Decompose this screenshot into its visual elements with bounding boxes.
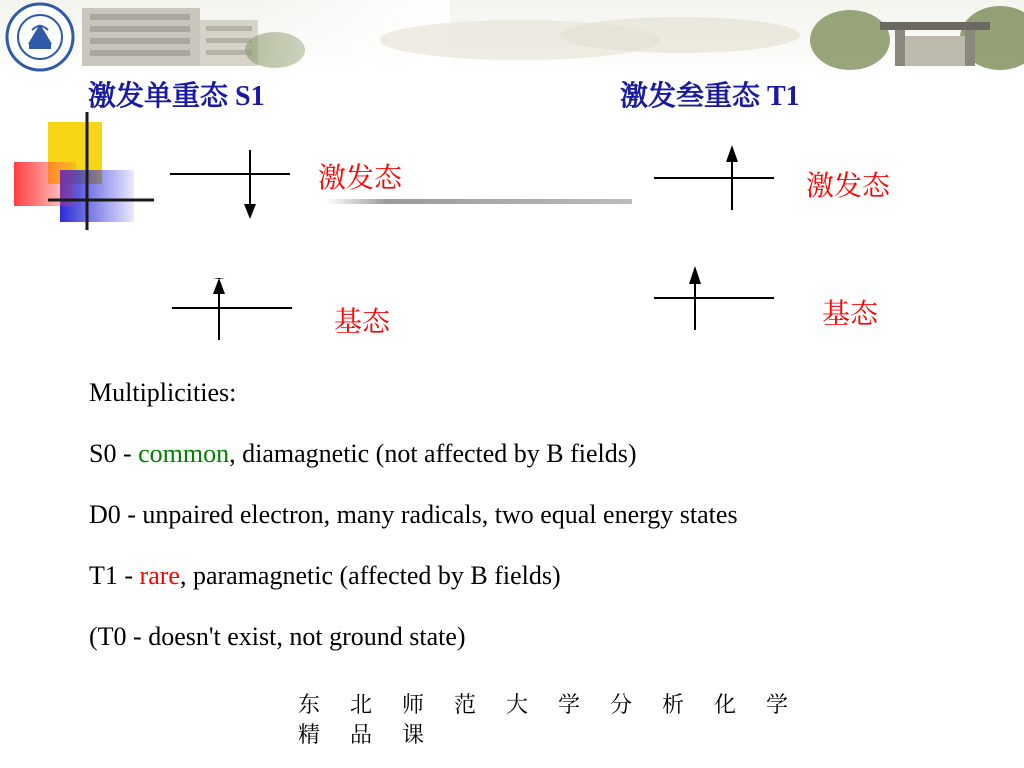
t1-excited-level bbox=[652, 144, 778, 212]
t1-excited-label: 激发态 bbox=[806, 171, 891, 202]
t1-line bbox=[89, 561, 561, 591]
t1-ground-level bbox=[652, 264, 778, 332]
t1-ground-label: 基态 bbox=[822, 299, 879, 330]
spin-up-arrowhead bbox=[689, 266, 701, 284]
footer-row-2 bbox=[298, 718, 454, 749]
rare-highlight: rare bbox=[139, 561, 180, 590]
footer-char: 课 bbox=[402, 722, 427, 747]
footer-char: 东 bbox=[298, 692, 323, 717]
decorative-squares bbox=[14, 112, 154, 232]
s1-ground-level bbox=[170, 278, 296, 344]
center-divider bbox=[326, 199, 632, 204]
footer-char: 大 bbox=[506, 692, 531, 717]
header-banner bbox=[0, 0, 1024, 72]
s0-suffix: , diamagnetic (not affected by B fields) bbox=[229, 439, 637, 468]
s1-excited-level bbox=[168, 148, 294, 220]
d0-line: D0 - unpaired electron, many radicals, two equal energy states bbox=[89, 500, 738, 529]
footer-char: 精 bbox=[298, 722, 323, 747]
footer-char: 学 bbox=[766, 692, 791, 717]
footer-char: 析 bbox=[662, 692, 687, 717]
s0-prefix: S0 - bbox=[89, 439, 139, 468]
spin-down-arrowhead bbox=[244, 204, 256, 219]
spin-up-arrowhead bbox=[726, 145, 738, 162]
footer-char: 品 bbox=[350, 722, 375, 747]
footer-char: 化 bbox=[714, 692, 739, 717]
footer-char: 学 bbox=[558, 692, 583, 717]
t1-prefix: T1 - bbox=[89, 561, 140, 590]
multiplicities-heading: Multiplicities: bbox=[89, 378, 237, 407]
t0-line: (T0 - doesn't exist, not ground state) bbox=[89, 622, 466, 651]
s1-ground-label: 基态 bbox=[334, 307, 391, 338]
footer-char: 北 bbox=[350, 692, 375, 717]
singlet-heading: 激发单重态 S1 bbox=[88, 81, 265, 112]
footer-row-1 bbox=[298, 688, 818, 719]
spin-up-arrowhead bbox=[213, 278, 225, 294]
banner-image bbox=[0, 0, 1024, 72]
footer-char: 分 bbox=[610, 692, 635, 717]
footer-char: 师 bbox=[402, 692, 427, 717]
s0-line bbox=[89, 439, 637, 469]
triplet-heading: 激发叁重态 T1 bbox=[620, 81, 800, 112]
university-seal-logo bbox=[2, 2, 78, 72]
common-highlight: common bbox=[138, 439, 230, 468]
t1-suffix: , paramagnetic (affected by B fields) bbox=[179, 561, 561, 590]
footer-char: 范 bbox=[454, 692, 479, 717]
s1-excited-label: 激发态 bbox=[318, 163, 403, 194]
